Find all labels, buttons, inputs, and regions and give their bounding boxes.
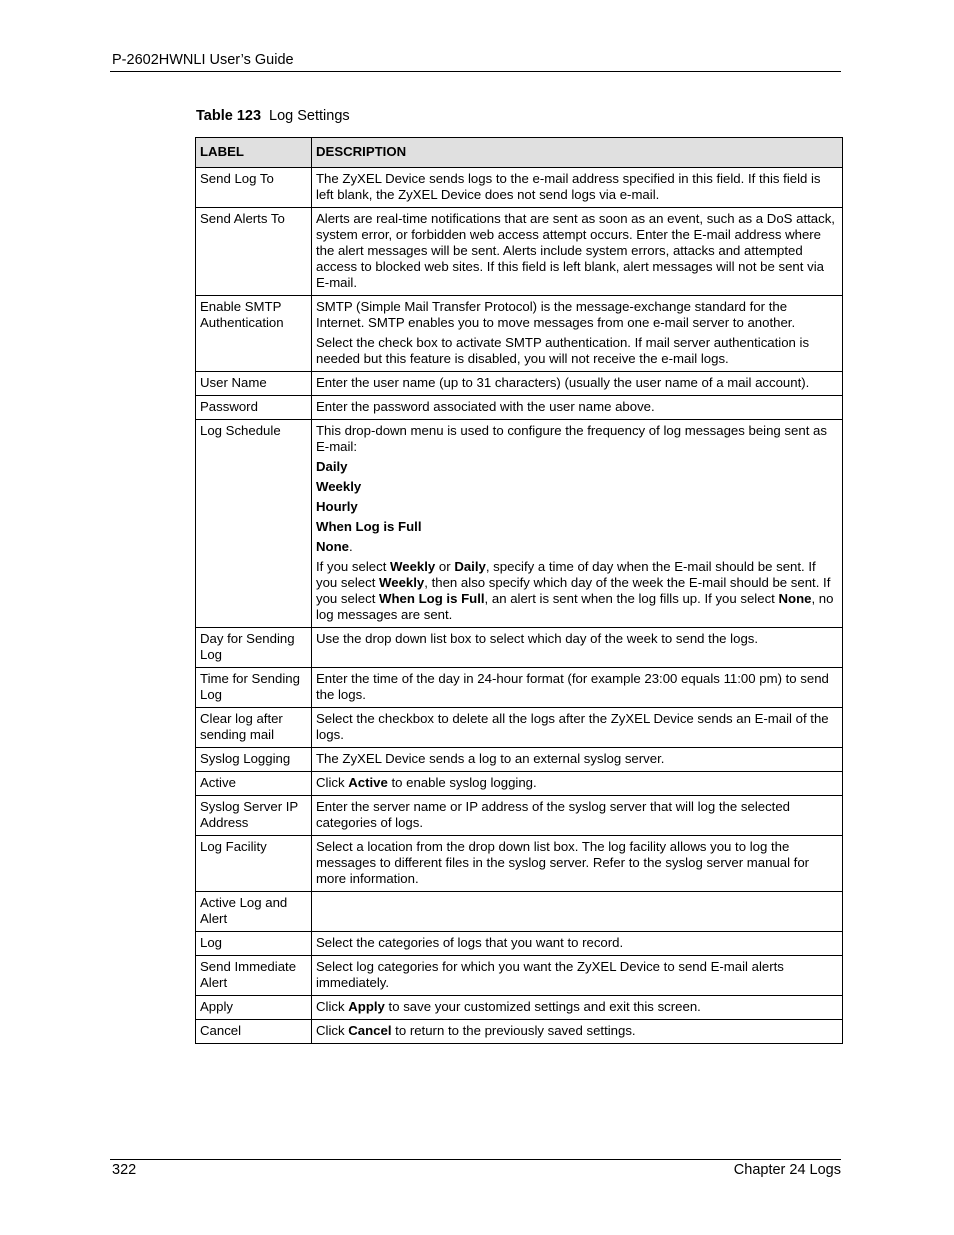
- row-label: Clear log after sending mail: [196, 708, 312, 748]
- row-description: [312, 1020, 843, 1044]
- row-label: Log: [196, 932, 312, 956]
- text-run: , specify a time of day when the E-mail should be sent. If you select: [316, 559, 816, 590]
- text-run: , no log messages are sent.: [316, 591, 834, 622]
- row-description: The ZyXEL Device sends logs to the e-mail address specified in this field. If this field is left blank, the ZyXEL Device does not send logs via e-mail.: [312, 168, 843, 208]
- row-description: Select a location from the drop down list box. The log facility allows you to log the messages to different files in the syslog server. Refer to the syslog server manual for more information.: [312, 836, 843, 892]
- row-description: Select the checkbox to delete all the logs after the ZyXEL Device sends an E-mail of the logs.: [312, 708, 843, 748]
- row-label: Active Log and Alert: [196, 892, 312, 932]
- page-number: 322: [112, 1162, 137, 1178]
- row-label: Enable SMTP Authentication: [196, 296, 312, 372]
- bold-term: None: [778, 591, 812, 606]
- chapter-title: Chapter 24 Logs: [733, 1162, 841, 1178]
- text-run: Click: [316, 775, 349, 790]
- text-run: If you select: [316, 559, 391, 574]
- description-paragraph: This drop-down menu is used to configure the frequency of log messages being sent as E-mail:: [316, 423, 827, 454]
- table-row: [196, 796, 843, 836]
- row-label: Syslog Server IP Address: [196, 796, 312, 836]
- text-run: to return to the previously saved settings.: [391, 1023, 636, 1038]
- schedule-option-none: None.: [316, 539, 353, 554]
- description-paragraph: Select the check box to activate SMTP authentication. If mail server authentication is needed but this feature is disabled, you will not receive the e-mail logs.: [316, 335, 810, 366]
- bold-term: Weekly: [390, 559, 436, 574]
- footer-rule: [110, 1159, 841, 1160]
- schedule-option-weekly: Weekly: [316, 479, 362, 494]
- row-description: Alerts are real-time notifications that are sent as soon as an event, such as a DoS attack, system error, or forbidden web access attempt occurs. Enter the E-mail address where the alert messages will be sent. Alerts include system errors, attacks and attempted access to blocked web sites. If this field is left blank, alert messages will not be sent via E-mail.: [312, 208, 843, 296]
- bold-term: Weekly: [379, 575, 425, 590]
- table-caption: [196, 108, 350, 124]
- table-number: Table 123: [196, 108, 262, 124]
- row-description: [312, 420, 843, 628]
- table-row: [196, 168, 843, 208]
- table-row: [196, 932, 843, 956]
- table-row: [196, 772, 843, 796]
- row-label: Active: [196, 772, 312, 796]
- row-description: Enter the time of the day in 24-hour format (for example 23:00 equals 11:00 pm) to send the logs.: [312, 668, 843, 708]
- row-label: Password: [196, 396, 312, 420]
- table-row: [196, 628, 843, 668]
- table-row: [196, 708, 843, 748]
- row-description: Enter the user name (up to 31 characters) (usually the user name of a mail account).: [312, 372, 843, 396]
- schedule-option-daily: Daily: [316, 459, 348, 474]
- text-run: to save your customized settings and exit this screen.: [384, 999, 701, 1014]
- row-description: Select the categories of logs that you want to record.: [312, 932, 843, 956]
- row-description: Use the drop down list box to select which day of the week to send the logs.: [312, 628, 843, 668]
- log-settings-table: [195, 137, 843, 1044]
- bold-term: Active: [348, 775, 388, 790]
- table-row: [196, 420, 843, 628]
- row-description: [312, 892, 843, 932]
- row-label: Cancel: [196, 1020, 312, 1044]
- text-run: , an alert is sent when the log fills up. If you select: [484, 591, 779, 606]
- table-row: [196, 956, 843, 996]
- row-label: Apply: [196, 996, 312, 1020]
- running-header: P-2602HWNLI User’s Guide: [112, 52, 294, 68]
- text-run: Click: [316, 1023, 349, 1038]
- table-title: Log Settings: [269, 108, 350, 124]
- table-row: [196, 372, 843, 396]
- table-row: [196, 1020, 843, 1044]
- bold-term: Daily: [454, 559, 486, 574]
- table-row: [196, 208, 843, 296]
- row-label: Log Facility: [196, 836, 312, 892]
- table-header-row: [196, 138, 843, 168]
- row-label: Send Log To: [196, 168, 312, 208]
- bold-term: Cancel: [348, 1023, 392, 1038]
- row-label: Syslog Logging: [196, 748, 312, 772]
- table-row: [196, 836, 843, 892]
- bold-term: When Log is Full: [379, 591, 485, 606]
- bold-term: Apply: [348, 999, 385, 1014]
- schedule-option-hourly: Hourly: [316, 499, 358, 514]
- row-description: [312, 996, 843, 1020]
- row-label: Send Immediate Alert: [196, 956, 312, 996]
- row-label: Log Schedule: [196, 420, 312, 628]
- header-rule: [110, 71, 841, 72]
- schedule-option-when-log-is-full: When Log is Full: [316, 519, 422, 534]
- table-row: [196, 668, 843, 708]
- text-run: to enable syslog logging.: [387, 775, 537, 790]
- text-run: or: [435, 559, 455, 574]
- text-run: , then also specify which day of the week the E-mail should be sent. If you select: [316, 575, 831, 606]
- table-row: [196, 396, 843, 420]
- row-description: [312, 296, 843, 372]
- row-label: Send Alerts To: [196, 208, 312, 296]
- description-paragraph: SMTP (Simple Mail Transfer Protocol) is the message-exchange standard for the Internet. SMTP enables you to move messages from one e-mail server to another.: [316, 299, 796, 330]
- label-column-header: LABEL: [196, 138, 312, 168]
- description-column-header: DESCRIPTION: [312, 138, 843, 168]
- row-label: Day for Sending Log: [196, 628, 312, 668]
- table-row: [196, 996, 843, 1020]
- table-row: [196, 748, 843, 772]
- table-row: [196, 892, 843, 932]
- description-paragraph: [316, 559, 838, 623]
- option-label: None: [316, 539, 349, 554]
- row-description: Select log categories for which you want the ZyXEL Device to send E-mail alerts immediately.: [312, 956, 843, 996]
- table-row: [196, 296, 843, 372]
- text-run: Click: [316, 999, 349, 1014]
- row-description: Enter the server name or IP address of the syslog server that will log the selected categories of logs.: [312, 796, 843, 836]
- row-description: The ZyXEL Device sends a log to an external syslog server.: [312, 748, 843, 772]
- row-label: Time for Sending Log: [196, 668, 312, 708]
- row-description: Enter the password associated with the user name above.: [312, 396, 843, 420]
- row-description: [312, 772, 843, 796]
- row-label: User Name: [196, 372, 312, 396]
